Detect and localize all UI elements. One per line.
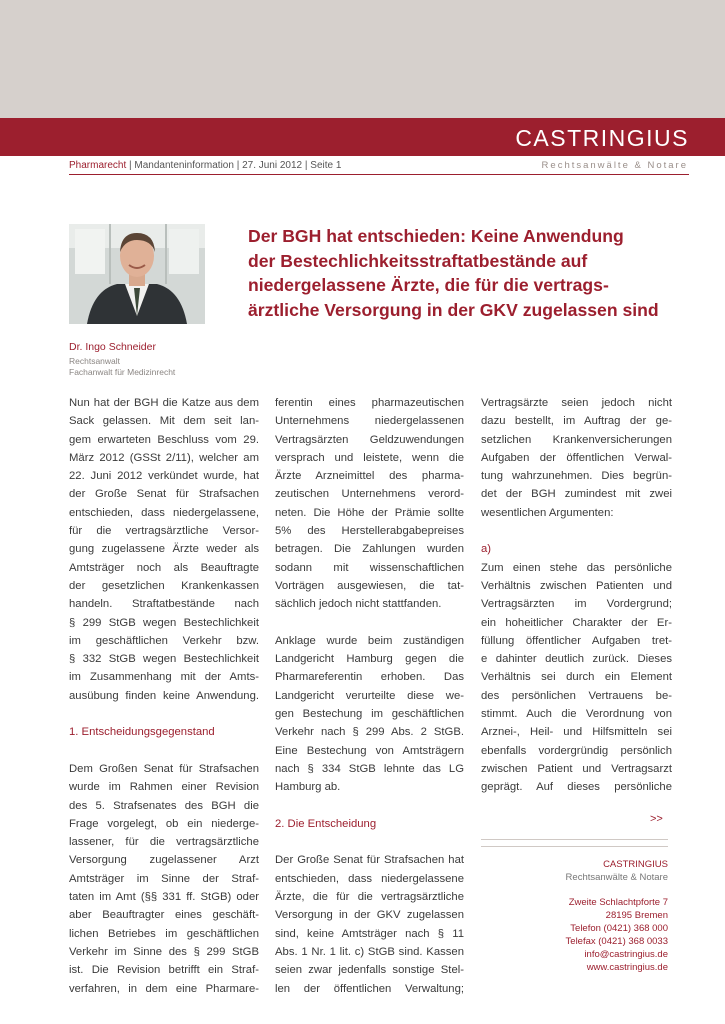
text-line: im geschäftlichen Verkehr bzw. <box>69 634 259 647</box>
continue-link[interactable]: >> <box>650 813 663 825</box>
text-line: ein hoheitlicher Charakter der Er- <box>481 616 672 629</box>
footer-email-link[interactable]: info@castringius.de <box>584 949 668 960</box>
text-line: len der öffentlichen Verwaltung; <box>275 982 464 995</box>
footer-phone: Telefon (0421) 368 000 <box>570 923 668 934</box>
text-line: des 5. Strafsenates des BGH die <box>69 799 259 812</box>
text-line: ist. Die Revision betrifft ein Straf- <box>69 964 259 977</box>
text-line: stimmt. Auch die Verordnung von <box>481 708 672 721</box>
top-band <box>0 0 725 118</box>
text-line: im Zusammenhang mit der Amts- <box>69 671 259 684</box>
text-line: Unternehmens niedergelassenen <box>275 415 464 428</box>
text-line: füllung öffentlicher Aufgaben tret- <box>481 634 672 647</box>
text-line: sodann mit wissenschaftlichen <box>275 561 464 574</box>
text-line: sind, keine Amtsträger nach § 11 <box>275 927 464 940</box>
section-heading: 1. Entscheidungsgegenstand <box>69 726 215 739</box>
text-line: März 2012 (GSSt 2/11), welcher am <box>69 451 259 464</box>
text-line: Pharmareferentin erhoben. Das <box>275 671 464 684</box>
text-line: lassener, für die vertragsärztliche <box>69 836 259 849</box>
text-line: Amtsträger noch als Beauftragte <box>69 561 259 574</box>
author-role: Rechtsanwalt <box>69 356 121 366</box>
text-line: sächlich jedoch nicht stattfanden. <box>275 598 442 611</box>
header-tagline: Rechtsanwälte & Notare <box>541 160 688 171</box>
text-line: Landgericht verurteilte diese we- <box>275 689 464 702</box>
text-line: seien zwar jedenfalls sonstige Stel- <box>275 964 464 977</box>
text-line: gem erwarteten Beschluss vom 29. <box>69 433 259 446</box>
text-line: tung wahrzunehmen. Dies begrün- <box>481 470 672 483</box>
text-line: Versorgung in der GKV zugelassen <box>275 909 464 922</box>
text-line: 5% des Herstellerabgabepreises <box>275 525 464 538</box>
text-line: wurde im Rahmen einer Revision <box>69 781 259 794</box>
text-line: e dahinter deutlich zurück. Dieses <box>481 653 672 666</box>
text-line: Hamburg ab. <box>275 781 341 794</box>
text-column-1 <box>69 394 259 998</box>
title-line: Der BGH hat entschieden: Keine Anwendung <box>248 226 624 246</box>
text-line: geprägt. Auf dieses persönliche <box>481 781 672 794</box>
document-header-line <box>69 160 341 171</box>
text-line: Ärzte Arzneimittel des pharma- <box>275 470 464 483</box>
text-line: des persönlichen Vertrauens be- <box>481 689 672 702</box>
text-line: gung zugelassene Ärzte weder als <box>69 543 259 556</box>
text-line: dazu bestellt, im Auftrag der ge- <box>481 415 672 428</box>
text-line: det der BGH zumindest mit zwei <box>481 488 672 501</box>
text-line: nach § 334 StGB lehnte das LG <box>275 762 464 775</box>
text-line: verfahren, in dem eine Pharmare- <box>69 982 259 995</box>
text-line: Verkehr nach § 299 Abs. 2 StGB. <box>275 726 464 739</box>
text-line: 22. Juni 2012 verkündet wurde, hat <box>69 470 259 483</box>
text-line: entschieden, dass niedergelassene <box>275 872 464 885</box>
text-line: Verhältnis zwischen Patienten und <box>481 579 672 592</box>
portrait-image <box>69 224 205 324</box>
author-portrait <box>69 224 205 324</box>
text-line: handeln. Straftatbestände nach <box>69 598 259 611</box>
text-line: gen Bestechung im geschäftlichen <box>275 708 464 721</box>
title-line: der Bestechlichkeitsstraftatbestände auf <box>248 250 588 271</box>
text-column-3 <box>481 394 672 797</box>
text-line: Ärzte, die für die vertragsärztliche <box>275 891 464 904</box>
text-line: entschieden, dass niedergelassene, <box>69 506 259 519</box>
header-divider <box>69 174 689 175</box>
subsection-heading: a) <box>481 543 492 556</box>
text-line: der gesetzlichen Krankenkassen <box>69 579 259 592</box>
text-line: Dem Großen Senat für Strafsachen <box>69 762 259 775</box>
text-line: Aufgaben der öffentlichen Verwal- <box>481 451 672 464</box>
text-line: neten. Die Höhe der Prämie sollte <box>275 506 464 519</box>
text-line: Vertragsärzten im Vordergrund; <box>481 598 672 611</box>
footer-street: Zweite Schlachtpforte 7 <box>568 897 668 908</box>
footer-firm-name: CASTRINGIUS <box>603 859 668 870</box>
text-line: ferentin eines pharmazeutischen <box>275 397 464 409</box>
footer-website-link[interactable]: www.castringius.de <box>586 962 668 973</box>
text-line: Amtsträger im Sinne der Straf- <box>69 872 259 885</box>
topic-label: Pharmarecht <box>69 160 127 171</box>
text-line: § 332 StGB wegen Bestechlichkeit <box>69 653 259 666</box>
text-line: versprach und leistete, wenn die <box>275 451 464 464</box>
text-line: taten im Amt (§§ 331 ff. StGB) oder <box>69 891 259 904</box>
text-line: Sack gelassen. Mit dem seit lan- <box>69 415 259 428</box>
article-title <box>248 224 668 322</box>
header-meta: | Mandanteninformation | 27. Juni 2012 | Seite 1 <box>126 160 342 171</box>
text-line: zwischen Patient und Vertragsarzt <box>481 762 672 775</box>
text-line: Abs. 1 Nr. 1 lit. c) StGB sind. Kassen <box>275 945 464 958</box>
text-line: Vertragsärzte seien jedoch nicht <box>481 397 672 409</box>
text-line: Frage vorgelegt, ob ein niederge- <box>69 817 259 830</box>
title-line: ärztliche Versorgung in der GKV zugelassen sind <box>248 299 659 320</box>
text-line: Arznei-, Heil- und Hilfsmitteln sei <box>481 726 672 739</box>
brand-logo: CASTRINGIUS <box>515 125 689 151</box>
text-line: § 299 StGB wegen Bestechlichkeit <box>69 616 259 629</box>
text-line: Vertragsärzten Geldzuwendungen <box>275 433 464 446</box>
title-line: niedergelassene Ärzte, die für die vertrags- <box>248 275 609 295</box>
footer-firm-tagline: Rechtsanwälte & Notare <box>565 872 668 883</box>
text-line: zeutischen Unternehmens verord- <box>275 488 464 501</box>
text-line: Verhältnis sei durch ein Element <box>481 671 672 684</box>
text-line: betragen. Die Zahlungen wurden <box>275 543 464 556</box>
text-line: setzlichen Krankenversicherungen <box>481 433 672 446</box>
text-line: Versorgung zugelassener Arzt <box>69 854 259 867</box>
text-line: ebenfalls vordergründig persönlich <box>481 744 672 757</box>
text-line: Zum einen stehe das persönliche <box>481 561 672 574</box>
text-line: der Große Senat für Strafsachen <box>69 488 259 501</box>
footer-fax: Telefax (0421) 368 0033 <box>565 936 668 947</box>
text-line: Vorträgen ausgewiesen, die tat- <box>275 579 464 592</box>
footer-divider <box>481 839 668 840</box>
author-name: Dr. Ingo Schneider <box>69 341 156 353</box>
text-line: wesentlichen Argumenten: <box>481 506 614 519</box>
text-line: aber Beauftragter eines geschäft- <box>69 909 259 922</box>
text-line: Der Große Senat für Strafsachen hat <box>275 854 464 867</box>
text-line: Verkehr im Sinne des § 299 StGB <box>69 945 259 958</box>
footer-city: 28195 Bremen <box>605 910 668 921</box>
text-line: Anklage wurde beim zuständigen <box>275 634 464 647</box>
footer-divider <box>481 846 668 847</box>
text-line: für die vertragsärztliche Versor- <box>69 525 259 538</box>
text-line: Eine Bestechung von Amtsträgern <box>275 744 464 757</box>
text-line: Nun hat der BGH die Katze aus dem <box>69 397 259 409</box>
text-line: Landgericht Hamburg gegen die <box>275 653 464 666</box>
section-heading: 2. Die Entscheidung <box>275 817 377 830</box>
text-column-2 <box>275 394 464 998</box>
author-specialization: Fachanwalt für Medizinrecht <box>69 367 176 377</box>
text-line: ausübung finden keine Anwendung. <box>69 689 259 702</box>
text-line: lichen Betriebes im geschäftlichen <box>69 927 259 940</box>
